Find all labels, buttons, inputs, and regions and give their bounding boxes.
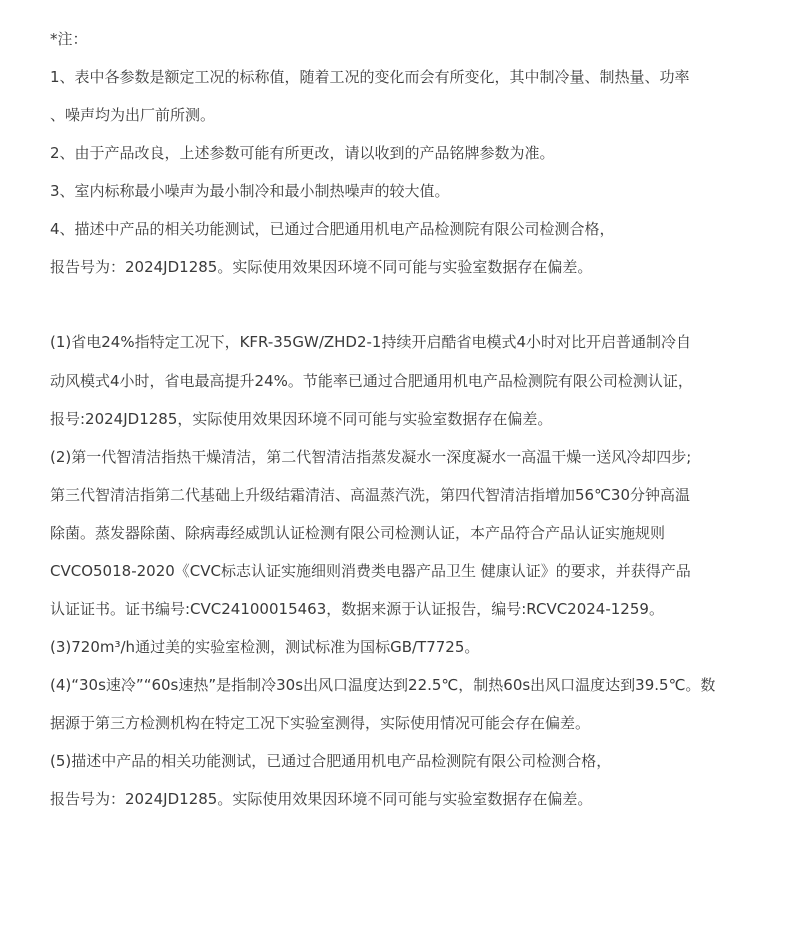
footnote-line: 动风模式4小时，省电最高提升24%。节能率已通过合肥通用机电产品检测院有限公司检测认证， [50, 372, 693, 390]
footnote-line: 报告号为：2024JD1285。实际使用效果因环境不同可能与实验室数据存在偏差。 [50, 790, 593, 808]
footnote-line: 据源于第三方检测机构在特定工况下实验室测得，实际使用情况可能会存在偏差。 [50, 714, 591, 732]
footnote-line: (2)第一代智清洁指热干燥清洁，第二代智清洁指蒸发凝水一深度凝水一高温干燥一送风冷却四步; [50, 448, 692, 466]
footnote-line: (5)描述中产品的相关功能测试，已通过合肥通用机电产品检测院有限公司检测合格， [50, 752, 612, 770]
note-line: 、噪声均为出厂前所测。 [50, 106, 216, 124]
note-line: 报告号为：2024JD1285。实际使用效果因环境不同可能与实验室数据存在偏差。 [50, 258, 593, 276]
note-line: 3、室内标称最小噪声为最小制冷和最小制热噪声的较大值。 [50, 182, 450, 200]
footnote-line: (1)省电24%指特定工况下，KFR-35GW/ZHD2-1持续开启酷省电模式4小时对比开启普通制冷自 [50, 333, 692, 351]
footnote-line: (4)“30s速冷”“60s速热”是指制冷30s出风口温度达到22.5℃，制热60s出风口温度达到39.5℃。数 [50, 676, 716, 694]
footnote-line: (3)720m³/h通过美的实验室检测，测试标准为国标GB/T7725。 [50, 638, 480, 656]
footnote-line: 报号:2024JD1285，实际使用效果因环境不同可能与实验室数据存在偏差。 [50, 410, 553, 428]
note-line: 2、由于产品改良，上述参数可能有所更改，请以收到的产品铭牌参数为准。 [50, 144, 555, 162]
footnote-line: CVCO5018-2020《CVC标志认证实施细则消费类电器产品卫生 健康认证》的要求，并获得产品 [50, 562, 691, 580]
footnote-line: 第三代智清洁指第二代基础上升级结霜清洁、高温蒸汽洗，第四代智清洁指增加56℃30分钟高温 [50, 486, 691, 504]
notes-heading: *注： [50, 30, 88, 48]
footnote-line: 认证证书。证书编号:CVC24100015463，数据来源于认证报告，编号:RCVC2024-1259。 [50, 600, 664, 618]
note-line: 4、描述中产品的相关功能测试，已通过合肥通用机电产品检测院有限公司检测合格， [50, 220, 615, 238]
note-line: 1、表中各参数是额定工况的标称值，随着工况的变化而会有所变化，其中制冷量、制热量、功率 [50, 68, 690, 86]
footnote-line: 除菌。蒸发器除菌、除病毒经威凯认证检测有限公司检测认证，本产品符合产品认证实施规则 [50, 524, 666, 542]
